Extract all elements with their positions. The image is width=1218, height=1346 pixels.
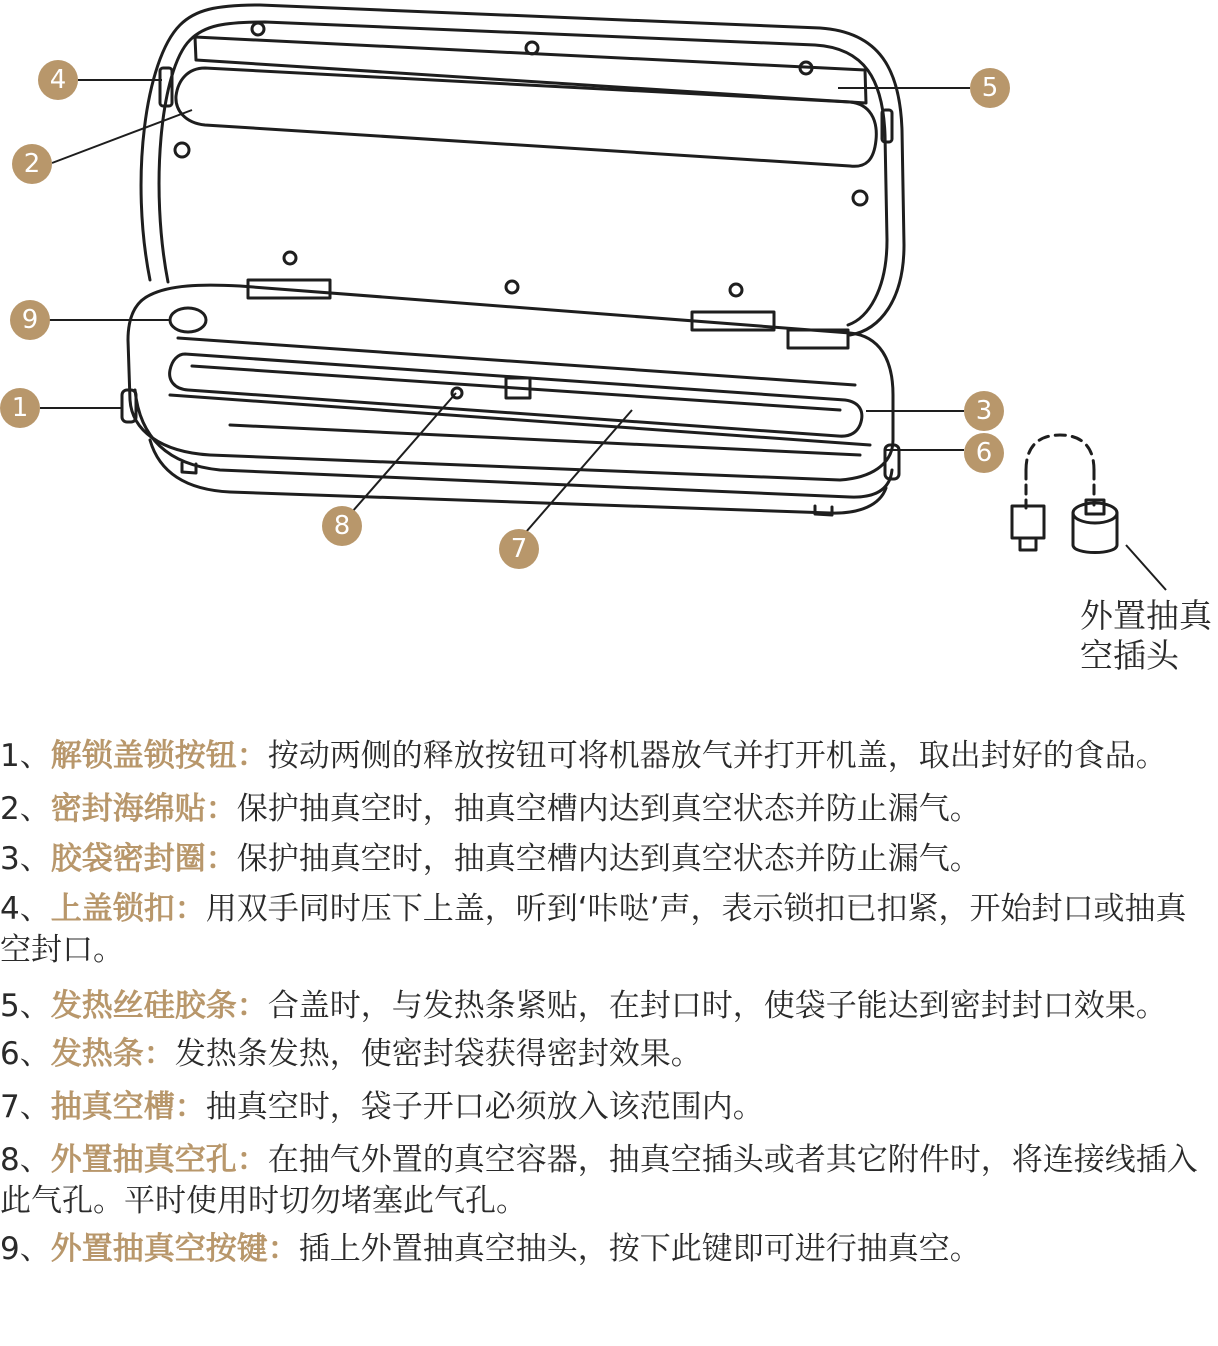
vacuum-button (170, 308, 206, 332)
vacuum-chamber (170, 354, 862, 436)
legend-num: 3、 (0, 841, 51, 877)
legend-key: 胶袋密封圈： (50, 841, 237, 877)
svg-text:6: 6 (975, 438, 993, 468)
legend-key: 抽真空槽： (50, 1089, 206, 1125)
legend-key: 发热条： (50, 1036, 175, 1072)
svg-text:4: 4 (49, 65, 67, 95)
legend-desc: 发热条发热，使密封袋获得密封效果。 (174, 1036, 702, 1072)
legend-desc: 保护抽真空时，抽真空槽内达到真空状态并防止漏气。 (236, 791, 981, 827)
svg-text:2: 2 (23, 149, 41, 179)
legend-key: 解锁盖锁按钮： (50, 738, 268, 774)
marker-7 (499, 529, 539, 569)
legend-num: 6、 (0, 1036, 51, 1072)
marker-8 (322, 506, 362, 546)
legend-item (0, 1140, 1214, 1222)
legend-item (0, 839, 1214, 880)
marker-2 (12, 144, 52, 184)
marker-6 (964, 433, 1004, 473)
marker-3 (964, 391, 1004, 431)
legend-desc: 按动两侧的释放按钮可将机器放气并打开机盖，取出封好的食品。 (267, 738, 1167, 774)
marker-1 (0, 388, 40, 428)
legend-num: 1、 (0, 738, 51, 774)
legend-item (0, 1229, 1214, 1270)
legend-num: 9、 (0, 1231, 51, 1267)
svg-text:3: 3 (975, 396, 993, 426)
marker-4 (38, 60, 78, 100)
legend-key: 外置抽真空按键： (50, 1231, 299, 1267)
accessory-label (1080, 596, 1218, 676)
legend-key: 发热丝硅胶条： (50, 988, 268, 1024)
svg-text:7: 7 (510, 534, 528, 564)
legend-num: 4、 (0, 891, 51, 927)
silicone-strip (195, 37, 866, 103)
legend-desc: 用双手同时压下上盖，听到‘咔哒’声，表示锁扣已扣紧，开始封口或抽真空封口。 (0, 891, 1187, 968)
legend-list (0, 736, 1214, 1270)
svg-text:9: 9 (21, 305, 39, 335)
legend-num: 7、 (0, 1089, 51, 1125)
legend-num: 5、 (0, 988, 51, 1024)
accessory-label-line: 外置抽真 (1080, 596, 1212, 635)
legend-item (0, 889, 1214, 971)
legend-desc: 保护抽真空时，抽真空槽内达到真空状态并防止漏气。 (236, 841, 981, 877)
legend-num: 2、 (0, 791, 51, 827)
legend-num: 8、 (0, 1142, 51, 1178)
external-vacuum-plug (1012, 435, 1117, 553)
legend-item (0, 1034, 1214, 1075)
accessory-label-line: 空插头 (1080, 636, 1179, 675)
legend-desc: 抽真空时，袋子开口必须放入该范围内。 (205, 1089, 764, 1125)
legend-desc: 在抽气外置的真空容器，抽真空插头或者其它附件时，将连接线插入此气孔。平时使用时切勿堵塞此气孔。 (0, 1142, 1198, 1219)
svg-text:1: 1 (11, 393, 29, 423)
legend-item (0, 789, 1214, 830)
marker-9 (10, 300, 50, 340)
legend-key: 密封海绵贴： (50, 791, 237, 827)
legend-item (0, 986, 1214, 1027)
marker-5 (970, 68, 1010, 108)
sponge-seal (176, 68, 876, 166)
legend-desc: 插上外置抽真空抽头，按下此键即可进行抽真空。 (298, 1231, 981, 1267)
legend-item (0, 1087, 1214, 1128)
legend-key: 上盖锁扣： (50, 891, 206, 927)
legend-item (0, 736, 1214, 777)
legend-key: 外置抽真空孔： (50, 1142, 268, 1178)
legend-desc: 合盖时，与发热条紧贴，在封口时，使袋子能达到密封封口效果。 (267, 988, 1167, 1024)
svg-text:8: 8 (333, 511, 351, 541)
svg-text:5: 5 (981, 73, 999, 103)
